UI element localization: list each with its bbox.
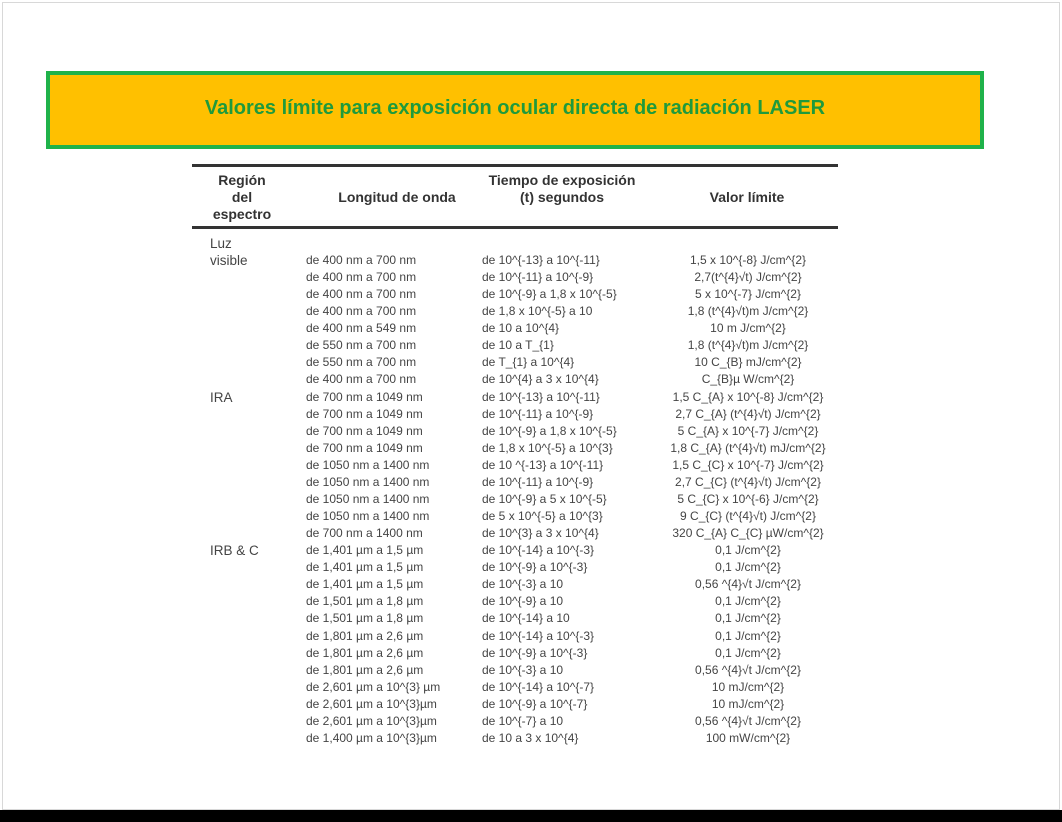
wavelength-cell: de 1,401 µm a 1,5 µm <box>306 560 424 575</box>
wavelength-cell: de 1050 nm a 1400 nm <box>306 457 430 472</box>
table-row <box>192 645 838 662</box>
time-cell: de 10^{4} a 3 x 10^{4} <box>482 372 599 387</box>
time-cell: de 10^{-9} a 10^{-3} <box>482 645 588 660</box>
title-banner <box>46 71 984 149</box>
table-row <box>192 713 838 730</box>
table-row <box>192 337 838 354</box>
value-cell: 0,56 ^{4}√t J/cm^{2} <box>695 577 801 592</box>
time-cell: de 10^{-13} a 10^{-11} <box>482 389 600 404</box>
time-cell: de 10^{-9} a 1,8 x 10^{-5} <box>482 287 617 302</box>
table-row <box>192 662 838 679</box>
wavelength-cell: de 1,801 µm a 2,6 µm <box>306 628 424 643</box>
time-cell: de 10^{-11} a 10^{-9} <box>482 406 594 421</box>
wavelength-cell: de 700 nm a 1049 nm <box>306 389 423 404</box>
time-cell: de 10^{-11} a 10^{-9} <box>482 474 594 489</box>
table-row <box>192 491 838 508</box>
wavelength-cell: de 700 nm a 1049 nm <box>306 406 423 421</box>
value-cell: 1,8 C_{A} (t^{4}√t) mJ/cm^{2} <box>670 440 826 455</box>
time-cell: de 10^{-9} a 10^{-3} <box>482 560 588 575</box>
time-cell: de 10^{-9} a 10 <box>482 594 564 609</box>
laser-limits-table <box>192 164 838 745</box>
table-row <box>192 269 838 286</box>
value-cell: 100 mW/cm^{2} <box>705 730 791 745</box>
time-cell: de 10^{-9} a 5 x 10^{-5} <box>482 491 607 506</box>
value-cell: 1,5 x 10^{-8} J/cm^{2} <box>690 253 806 267</box>
header-region-line: del <box>231 189 253 205</box>
table-header <box>192 167 838 226</box>
table-row <box>192 320 838 337</box>
wavelength-cell: de 2,601 µm a 10^{3} µm <box>306 679 441 694</box>
wavelength-cell: de 2,601 µm a 10^{3}µm <box>306 696 437 711</box>
value-cell: 10 mJ/cm^{2} <box>711 696 785 711</box>
value-cell: 0,1 J/cm^{2} <box>715 560 781 575</box>
wavelength-cell: de 400 nm a 700 nm <box>306 372 417 387</box>
time-cell: de 10^{-9} a 10^{-7} <box>482 696 588 711</box>
time-cell: de 10 a 10^{4} <box>482 321 560 336</box>
region-label: Luz <box>210 236 232 251</box>
wavelength-cell: de 700 nm a 1049 nm <box>306 440 423 455</box>
table-row <box>192 354 838 371</box>
wavelength-cell: de 1,400 µm a 10^{3}µm <box>306 730 437 745</box>
table-row <box>192 542 838 559</box>
wavelength-cell: de 400 nm a 700 nm <box>306 304 417 319</box>
value-cell: 5 C_{C} x 10^{-6} J/cm^{2} <box>677 491 819 506</box>
time-cell: de 10^{-13} a 10^{-11} <box>482 253 600 267</box>
table-row <box>192 252 838 269</box>
header-region <box>192 172 292 223</box>
wavelength-cell: de 1,501 µm a 1,8 µm <box>306 611 424 626</box>
time-cell: de 10^{-7} a 10 <box>482 713 564 728</box>
value-cell: 0,1 J/cm^{2} <box>715 543 781 558</box>
header-region-line: espectro <box>212 206 272 222</box>
table-row <box>192 457 838 474</box>
value-cell: 0,1 J/cm^{2} <box>715 594 781 609</box>
time-cell: de 10 a T_{1} <box>482 338 554 353</box>
value-cell: 2,7 C_{C} (t^{4}√t) J/cm^{2} <box>675 474 821 489</box>
value-cell: 5 x 10^{-7} J/cm^{2} <box>695 287 801 302</box>
wavelength-cell: de 400 nm a 700 nm <box>306 287 417 302</box>
wavelength-cell: de 550 nm a 700 nm <box>306 355 417 370</box>
wavelength-cell: de 1,501 µm a 1,8 µm <box>306 594 424 609</box>
table-row <box>192 559 838 576</box>
table-row <box>192 628 838 645</box>
time-cell: de 10^{-3} a 10 <box>482 577 564 592</box>
value-cell: 10 C_{B} mJ/cm^{2} <box>694 355 802 370</box>
table-row <box>192 406 838 423</box>
bottom-bar <box>0 810 1062 822</box>
value-cell: 0,56 ^{4}√t J/cm^{2} <box>695 662 801 677</box>
table-row <box>192 440 838 457</box>
region-label-row <box>192 235 838 252</box>
value-cell: 0,56 ^{4}√t J/cm^{2} <box>695 713 801 728</box>
table-row <box>192 474 838 491</box>
value-cell: C_{B}µ W/cm^{2} <box>701 372 795 387</box>
value-cell: 1,5 C_{A} x 10^{-8} J/cm^{2} <box>672 389 824 404</box>
wavelength-cell: de 1,401 µm a 1,5 µm <box>306 577 424 592</box>
table-row <box>192 423 838 440</box>
table-row <box>192 508 838 525</box>
wavelength-cell: de 400 nm a 700 nm <box>306 270 417 285</box>
time-cell: de 10^{-11} a 10^{-9} <box>482 270 594 285</box>
wavelength-cell: de 700 nm a 1049 nm <box>306 423 423 438</box>
value-cell: 5 C_{A} x 10^{-7} J/cm^{2} <box>677 423 819 438</box>
table-row <box>192 303 838 320</box>
time-cell: de 1,8 x 10^{-5} a 10 <box>482 304 593 319</box>
time-cell: de 10 a 3 x 10^{4} <box>482 730 579 745</box>
time-cell: de 10^{-14} a 10^{-7} <box>482 679 595 694</box>
slide-title: Valores límite para exposición ocular directa de radiación LASER <box>204 96 826 119</box>
header-wavelength: Longitud de onda <box>338 189 456 205</box>
value-cell: 10 mJ/cm^{2} <box>711 679 785 694</box>
table-row <box>192 576 838 593</box>
header-value: Valor límite <box>709 189 785 205</box>
region-label: IRA <box>210 389 233 405</box>
time-cell: de 10^{-9} a 1,8 x 10^{-5} <box>482 423 617 438</box>
table-header-rule <box>192 226 838 229</box>
wavelength-cell: de 400 nm a 700 nm <box>306 253 417 267</box>
time-cell: de T_{1} a 10^{4} <box>482 355 575 370</box>
table-row <box>192 696 838 713</box>
table-row <box>192 593 838 610</box>
value-cell: 2,7(t^{4}√t) J/cm^{2} <box>694 270 802 285</box>
table-row <box>192 286 838 303</box>
wavelength-cell: de 1,801 µm a 2,6 µm <box>306 645 424 660</box>
region-label: IRB & C <box>210 543 259 559</box>
time-cell: de 1,8 x 10^{-5} a 10^{3} <box>482 440 613 455</box>
header-time-line: (t) segundos <box>520 189 604 205</box>
wavelength-cell: de 1050 nm a 1400 nm <box>306 474 430 489</box>
value-cell: 1,5 C_{C} x 10^{-7} J/cm^{2} <box>672 457 824 472</box>
region-label: visible <box>210 253 248 268</box>
value-cell: 0,1 J/cm^{2} <box>715 611 781 626</box>
value-cell: 320 C_{A} C_{C} µW/cm^{2} <box>672 526 824 541</box>
time-cell: de 5 x 10^{-5} a 10^{3} <box>482 509 603 524</box>
value-cell: 2,7 C_{A} (t^{4}√t) J/cm^{2} <box>675 406 821 421</box>
wavelength-cell: de 1,401 µm a 1,5 µm <box>306 543 424 558</box>
value-cell: 9 C_{C} (t^{4}√t) J/cm^{2} <box>680 509 816 524</box>
time-cell: de 10^{3} a 3 x 10^{4} <box>482 526 599 541</box>
table-row <box>192 371 838 388</box>
table-row <box>192 389 838 406</box>
time-cell: de 10^{-14} a 10^{-3} <box>482 543 595 558</box>
wavelength-cell: de 400 nm a 549 nm <box>306 321 417 336</box>
header-time-line: Tiempo de exposición <box>488 172 636 188</box>
value-cell: 10 m J/cm^{2} <box>710 321 786 336</box>
time-cell: de 10^{-3} a 10 <box>482 662 564 677</box>
wavelength-cell: de 1050 nm a 1400 nm <box>306 491 430 506</box>
time-cell: de 10 ^{-13} a 10^{-11} <box>482 457 604 472</box>
time-cell: de 10^{-14} a 10 <box>482 611 570 626</box>
wavelength-cell: de 550 nm a 700 nm <box>306 338 417 353</box>
table-row <box>192 525 838 542</box>
value-cell: 0,1 J/cm^{2} <box>715 645 781 660</box>
time-cell: de 10^{-14} a 10^{-3} <box>482 628 595 643</box>
wavelength-cell: de 1050 nm a 1400 nm <box>306 509 430 524</box>
table-row <box>192 610 838 627</box>
header-time <box>472 172 652 206</box>
header-region-line: Región <box>218 172 266 188</box>
wavelength-cell: de 1,801 µm a 2,6 µm <box>306 662 424 677</box>
wavelength-cell: de 2,601 µm a 10^{3}µm <box>306 713 437 728</box>
value-cell: 0,1 J/cm^{2} <box>715 628 781 643</box>
value-cell: 1,8 (t^{4}√t)m J/cm^{2} <box>687 338 809 353</box>
wavelength-cell: de 700 nm a 1400 nm <box>306 526 423 541</box>
table-row <box>192 730 838 747</box>
value-cell: 1,8 (t^{4}√t)m J/cm^{2} <box>687 304 809 319</box>
table-row <box>192 679 838 696</box>
